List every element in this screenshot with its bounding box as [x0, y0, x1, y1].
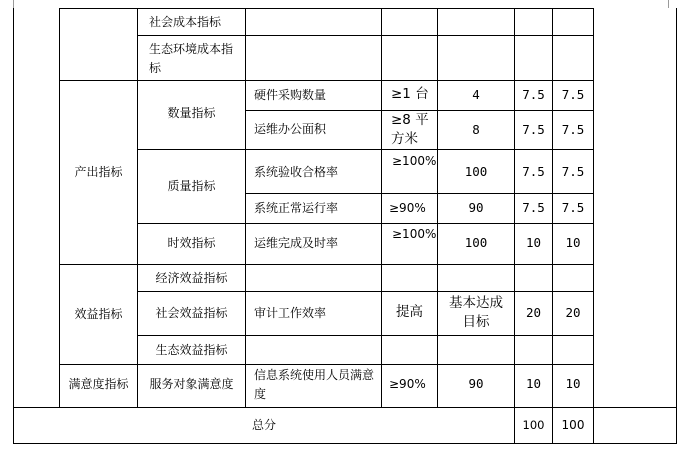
weight-hw-qty: 7.5: [522, 87, 545, 102]
weight-run-rate: 7.5: [522, 200, 545, 215]
rule: [13, 443, 676, 444]
weight-accept-rate: 7.5: [522, 164, 545, 179]
score-hw-qty: 7.5: [561, 87, 585, 102]
total-score: 100: [561, 418, 585, 432]
rule: [59, 264, 593, 265]
group-satisfaction-label: 满意度指标: [68, 377, 129, 391]
target-timely: ≥100%: [392, 227, 437, 241]
indicator-office-area: 运维办公面积: [254, 122, 327, 136]
indicator-timely: 运维完成及时率: [254, 236, 339, 250]
indicator-satisfaction: 信息系统使用人员满意度: [254, 368, 375, 401]
rule: [593, 8, 594, 444]
actual-hw-qty: 4: [472, 87, 480, 102]
rule: [59, 8, 593, 9]
weight-satisfaction: 10: [525, 376, 542, 391]
timeliness-label: 时效指标: [167, 236, 216, 250]
rule: [245, 8, 246, 408]
score-accept-rate: 7.5: [561, 164, 585, 179]
eco-cost-label: 生态环境成本指标: [149, 42, 234, 75]
score-office-area: 7.5: [561, 122, 585, 137]
page-corner-mark: [668, 0, 677, 8]
rule: [245, 193, 593, 194]
econ-benefit-label: 经济效益指标: [155, 271, 228, 285]
target-hw-qty: ≥1 台: [391, 86, 429, 102]
indicator-audit-efficiency: 审计工作效率: [254, 306, 327, 320]
actual-timely: 100: [464, 235, 488, 250]
rule: [137, 35, 593, 36]
rule: [676, 8, 677, 444]
rule: [137, 335, 593, 336]
quantity-label: 数量指标: [167, 106, 216, 120]
actual-audit-efficiency: 基本达成目标: [449, 295, 503, 330]
indicator-hw-qty: 硬件采购数量: [254, 88, 327, 102]
target-run-rate: ≥90%: [389, 201, 426, 215]
score-timely: 10: [565, 235, 581, 250]
indicator-run-rate: 系统正常运行率: [254, 201, 339, 215]
actual-accept-rate: 100: [464, 164, 488, 179]
rule: [59, 8, 60, 408]
rule: [13, 8, 14, 444]
quality-label: 质量指标: [167, 179, 216, 193]
rule: [381, 8, 382, 408]
indicator-accept-rate: 系统验收合格率: [254, 165, 339, 179]
score-satisfaction: 10: [565, 376, 581, 391]
rule: [137, 223, 593, 224]
target-accept-rate: ≥100%: [392, 154, 437, 168]
group-output-label: 产出指标: [74, 165, 123, 179]
actual-office-area: 8: [472, 122, 480, 137]
social-benefit-label: 社会效益指标: [155, 306, 228, 320]
rule: [137, 291, 593, 292]
satisfaction-sub-label: 服务对象满意度: [149, 377, 234, 391]
total-label: 总分: [251, 418, 276, 432]
social-cost-label: 社会成本指标: [149, 15, 222, 29]
group-benefit-label: 效益指标: [74, 307, 123, 321]
weight-timely: 10: [525, 235, 542, 250]
page-corner-mark: [5, 0, 14, 8]
target-satisfaction: ≥90%: [389, 377, 426, 391]
rule: [59, 80, 593, 81]
rule: [13, 407, 676, 408]
total-weight: 100: [522, 418, 545, 432]
score-audit-efficiency: 20: [565, 305, 581, 320]
target-audit-efficiency: 提高: [396, 304, 423, 320]
target-office-area: ≥8 平方米: [391, 112, 429, 147]
score-run-rate: 7.5: [561, 200, 585, 215]
weight-audit-efficiency: 20: [525, 305, 542, 320]
weight-office-area: 7.5: [522, 122, 545, 137]
rule: [137, 149, 593, 150]
eco-benefit-label: 生态效益指标: [155, 343, 228, 357]
actual-run-rate: 90: [468, 200, 484, 215]
rule: [59, 364, 593, 365]
actual-satisfaction: 90: [468, 376, 484, 391]
